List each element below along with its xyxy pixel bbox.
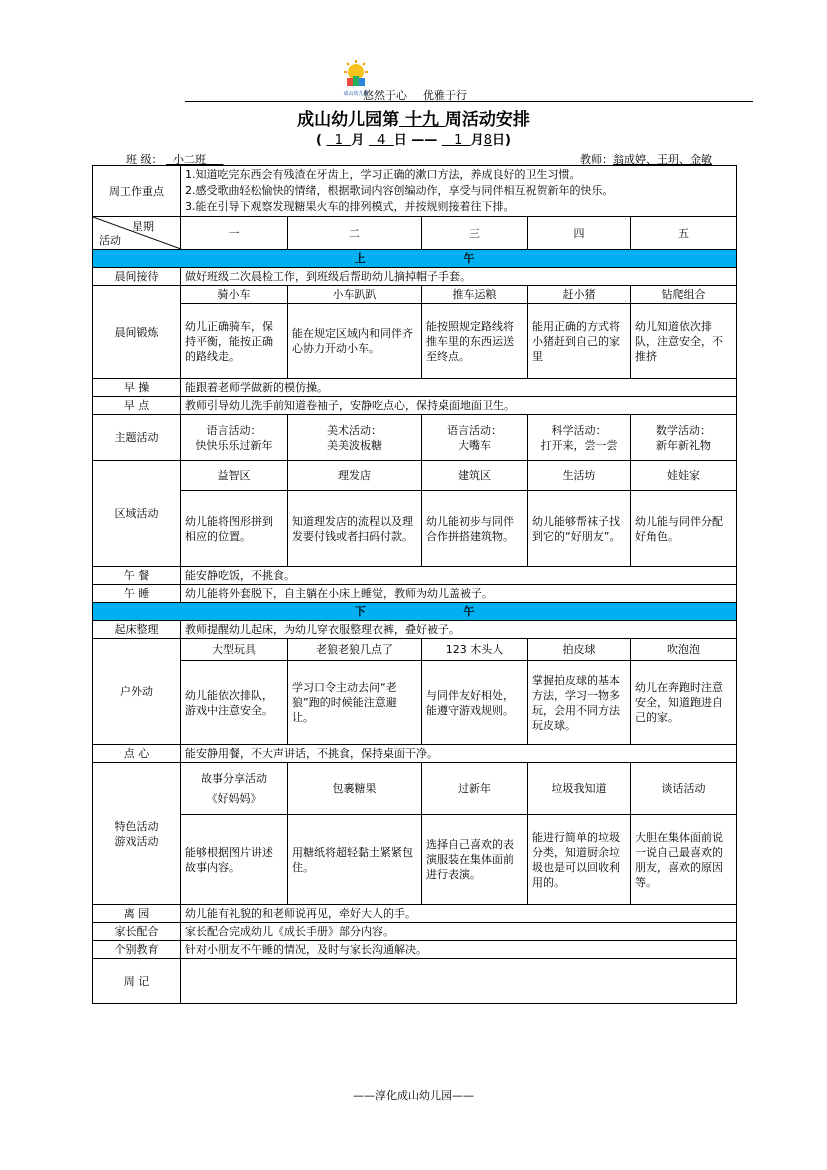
parents-text: 家长配合完成幼儿《成长手册》部分内容。 (181, 923, 737, 941)
morning-band-first: 上 (354, 252, 366, 265)
exercise-desc: 能按照规定路线将推车里的东西运送至终点。 (422, 304, 528, 379)
special-title: 故事分享活动 《好妈妈》 (181, 763, 288, 815)
theme-title: 大嘴车 (458, 438, 491, 452)
morning-snack-label: 早 点 (93, 397, 181, 415)
individual-text: 针对小朋友不午睡的情况，及时与家长沟通解决。 (181, 941, 737, 959)
outdoor-desc: 学习口令主动去问“老狼”跑的时候能注意避让。 (288, 661, 422, 745)
schedule-table (92, 165, 737, 1004)
start-day (369, 133, 394, 148)
morning-band-second: 午 (463, 252, 475, 265)
outdoor-desc: 掌握拍皮球的基本方法，学习一物多玩，会用不同方法玩皮球。 (528, 661, 631, 745)
special-title-row (93, 763, 737, 815)
end-month (442, 133, 471, 148)
weekly-note-text[interactable] (181, 959, 737, 1004)
outdoor-desc-row (93, 661, 737, 745)
area-title: 理发店 (288, 461, 422, 491)
day-wednesday: 三 (422, 217, 528, 250)
day-activity-header (93, 217, 181, 250)
exercise-title: 钻爬组合 (631, 286, 737, 304)
weekly-note-label: 周 记 (93, 959, 181, 1004)
theme-subject: 语言活动： (447, 423, 502, 437)
individual-label: 个别教育 (93, 941, 181, 959)
special-label-line: 特色活动 (114, 819, 159, 833)
end-month-value: 1 (454, 133, 463, 148)
teacher-names: 翁成婷、王玥、金敏 (613, 153, 712, 166)
leave-row (93, 905, 737, 923)
activity-corner-label: 活动 (99, 234, 121, 247)
day-tuesday: 二 (288, 217, 422, 250)
theme-subject: 语言活动： (206, 423, 262, 437)
special-label-line: 游戏活动 (114, 834, 159, 848)
date-close: 日) (492, 133, 511, 148)
nap-row (93, 585, 737, 603)
area-desc: 幼儿能与同伴分配好角色。 (631, 491, 737, 567)
theme-cell (528, 415, 631, 461)
area-title: 娃娃家 (631, 461, 737, 491)
afternoon-band-first: 下 (354, 605, 366, 618)
exercise-title: 推车运粮 (422, 286, 528, 304)
area-desc: 幼儿能将图形拼到相应的位置。 (181, 491, 288, 567)
morning-exercises-label: 早 操 (93, 379, 181, 397)
afternoon-band-label (93, 603, 737, 621)
theme-row (93, 415, 737, 461)
special-desc: 用糖纸将超轻黏土紧紧包住。 (288, 815, 422, 905)
page-header (339, 60, 499, 100)
class-name: 小二班 (173, 153, 206, 166)
afternoon-snack-text: 能安静用餐，不大声讲话，不挑食，保持桌面干净。 (181, 745, 737, 763)
focus-item: 1.知道吃完东西会有残渣在牙齿上，学习正确的漱口方法，养成良好的卫生习惯。 (185, 168, 581, 181)
exercise-desc-row (93, 304, 737, 379)
exercise-desc: 能用正确的方式将小猪赶到自己的家里 (528, 304, 631, 379)
area-title: 生活坊 (528, 461, 631, 491)
theme-title: 快快乐乐过新年 (195, 438, 273, 452)
area-desc: 幼儿能初步与同伴合作拼搭建筑物。 (422, 491, 528, 567)
theme-subject: 科学活动： (551, 423, 607, 437)
motto-first: 悠然于心 (363, 89, 407, 102)
afternoon-snack-label: 点 心 (93, 745, 181, 763)
end-month-label: 月 (470, 133, 484, 148)
special-title: 包裹糖果 (288, 763, 422, 815)
date-range (0, 129, 827, 148)
outdoor-desc: 幼儿在奔跑时注意安全，知道跑进自己的家。 (631, 661, 737, 745)
special-desc: 选择自己喜欢的表演服装在集体面前进行表演。 (422, 815, 528, 905)
weekly-focus-row (93, 166, 737, 217)
page-title (0, 105, 827, 130)
day-label: 日 (393, 133, 407, 148)
morning-exercises-row (93, 379, 737, 397)
special-title: 垃圾我知道 (528, 763, 631, 815)
exercise-title-row (93, 286, 737, 304)
area-title-row (93, 461, 737, 491)
special-desc: 能够根据图片讲述故事内容。 (181, 815, 288, 905)
motto-second: 优雅于行 (423, 89, 467, 102)
outdoor-label: 户外动 (93, 639, 181, 745)
area-desc: 知道理发店的流程以及理发要付钱或者扫码付款。 (288, 491, 422, 567)
theme-subject: 数学活动： (656, 423, 711, 437)
wakeup-label: 起床整理 (93, 621, 181, 639)
outdoor-desc: 与同伴友好相处，能遵守游戏规则。 (422, 661, 528, 745)
theme-cell (181, 415, 288, 461)
exercise-desc: 幼儿正确骑车，保持平衡，能按正确的路线走。 (181, 304, 288, 379)
special-desc-row (93, 815, 737, 905)
end-day (484, 133, 492, 148)
morning-band (93, 250, 737, 268)
theme-cell (422, 415, 528, 461)
special-label (93, 763, 181, 905)
area-title: 益智区 (181, 461, 288, 491)
morning-snack-text: 教师引导幼儿洗手前知道卷袖子，安静吃点心，保持桌面地面卫生。 (181, 397, 737, 415)
exercise-label: 晨间锻炼 (93, 286, 181, 379)
outdoor-title: 拍皮球 (528, 639, 631, 661)
weekly-note-row (93, 959, 737, 1004)
outdoor-title: 123 木头人 (422, 639, 528, 661)
special-desc: 大胆在集体面前说一说自己最喜欢的朋友，喜欢的原因等。 (631, 815, 737, 905)
month-label: 月 (351, 133, 365, 148)
wakeup-text: 教师提醒幼儿起床，为幼儿穿衣服整理衣裤，叠好被子。 (181, 621, 737, 639)
morning-band-label (93, 250, 737, 268)
focus-item: 2.感受歌曲轻松愉快的情绪，根据歌词内容创编动作，享受与同伴相互祝贺新年的快乐。 (185, 184, 614, 197)
parents-label: 家长配合 (93, 923, 181, 941)
start-month-value: 1 (334, 133, 344, 148)
weekday-corner-label: 星期 (132, 220, 154, 233)
reception-row (93, 268, 737, 286)
nap-label: 午 睡 (93, 585, 181, 603)
special-title: 过新年 (422, 763, 528, 815)
logo-caption: 成山幼儿园 (343, 91, 369, 97)
page-footer: ——淳化成山幼儿园—— (353, 1089, 474, 1102)
morning-exercises-text: 能跟着老师学做新的模仿操。 (181, 379, 737, 397)
theme-label: 主题活动 (93, 415, 181, 461)
theme-title: 美美波板糖 (327, 438, 382, 452)
week-number (399, 110, 445, 130)
theme-title: 打开来，尝一尝 (540, 438, 618, 452)
day-thursday: 四 (528, 217, 631, 250)
teacher-label: 教师： (580, 153, 613, 166)
outdoor-title: 老狼老狼几点了 (288, 639, 422, 661)
area-title: 建筑区 (422, 461, 528, 491)
leave-text: 幼儿能有礼貌的和老师说再见，牵好大人的手。 (181, 905, 737, 923)
date-open: ( (316, 133, 322, 148)
week-value: 十九 (405, 110, 439, 130)
day-monday: 一 (181, 217, 288, 250)
leave-label: 离 园 (93, 905, 181, 923)
afternoon-band (93, 603, 737, 621)
special-desc: 能进行简单的垃圾分类，知道厨余垃圾也是可以回收利用的。 (528, 815, 631, 905)
theme-cell (631, 415, 737, 461)
nap-text: 幼儿能将外套脱下，自主躺在小床上睡觉，教师为幼儿盖被子。 (181, 585, 737, 603)
outdoor-desc: 幼儿能依次排队，游戏中注意安全。 (181, 661, 288, 745)
area-desc-row (93, 491, 737, 567)
exercise-title: 骑小车 (181, 286, 288, 304)
morning-snack-row (93, 397, 737, 415)
outdoor-title: 大型玩具 (181, 639, 288, 661)
area-desc: 幼儿能够帮袜子找到它的“好朋友”。 (528, 491, 631, 567)
outdoor-title-row (93, 639, 737, 661)
start-month (327, 133, 352, 148)
exercise-desc: 能在规定区域内和同伴齐心协力开动小车。 (288, 304, 422, 379)
parents-row (93, 923, 737, 941)
wakeup-row (93, 621, 737, 639)
exercise-title: 小车趴趴 (288, 286, 422, 304)
weekly-focus-items (181, 166, 737, 217)
lunch-row (93, 567, 737, 585)
special-title: 谈话活动 (631, 763, 737, 815)
theme-title: 新年新礼物 (656, 438, 711, 452)
day-header-row (93, 217, 737, 250)
reception-label: 晨间接待 (93, 268, 181, 286)
area-label: 区域活动 (93, 461, 181, 567)
focus-item: 3.能在引导下观察发现糖果火车的排列模式，并按规则接着往下排。 (185, 200, 515, 213)
class-label: 班 级： (126, 153, 163, 166)
individual-row (93, 941, 737, 959)
end-day-value: 8 (483, 133, 493, 148)
title-suffix: 周活动安排 (444, 110, 530, 130)
start-day-value: 4 (377, 133, 386, 148)
date-separator: —— (411, 133, 438, 148)
day-friday: 五 (631, 217, 737, 250)
weekly-focus-label: 周工作重点 (93, 166, 181, 217)
lunch-text: 能安静吃饭，不挑食。 (181, 567, 737, 585)
title-prefix: 成山幼儿园第 (297, 110, 400, 130)
reception-text: 做好班级二次晨检工作，到班级后帮助幼儿摘掉帽子手套。 (181, 268, 737, 286)
theme-cell (288, 415, 422, 461)
lunch-label: 午 餐 (93, 567, 181, 585)
exercise-title: 赶小猪 (528, 286, 631, 304)
afternoon-snack-row (93, 745, 737, 763)
header-divider (185, 101, 753, 102)
outdoor-title: 吹泡泡 (631, 639, 737, 661)
afternoon-band-second: 午 (463, 605, 475, 618)
exercise-desc: 幼儿知道依次排队，注意安全，不推挤 (631, 304, 737, 379)
theme-subject: 美术活动： (327, 423, 382, 437)
